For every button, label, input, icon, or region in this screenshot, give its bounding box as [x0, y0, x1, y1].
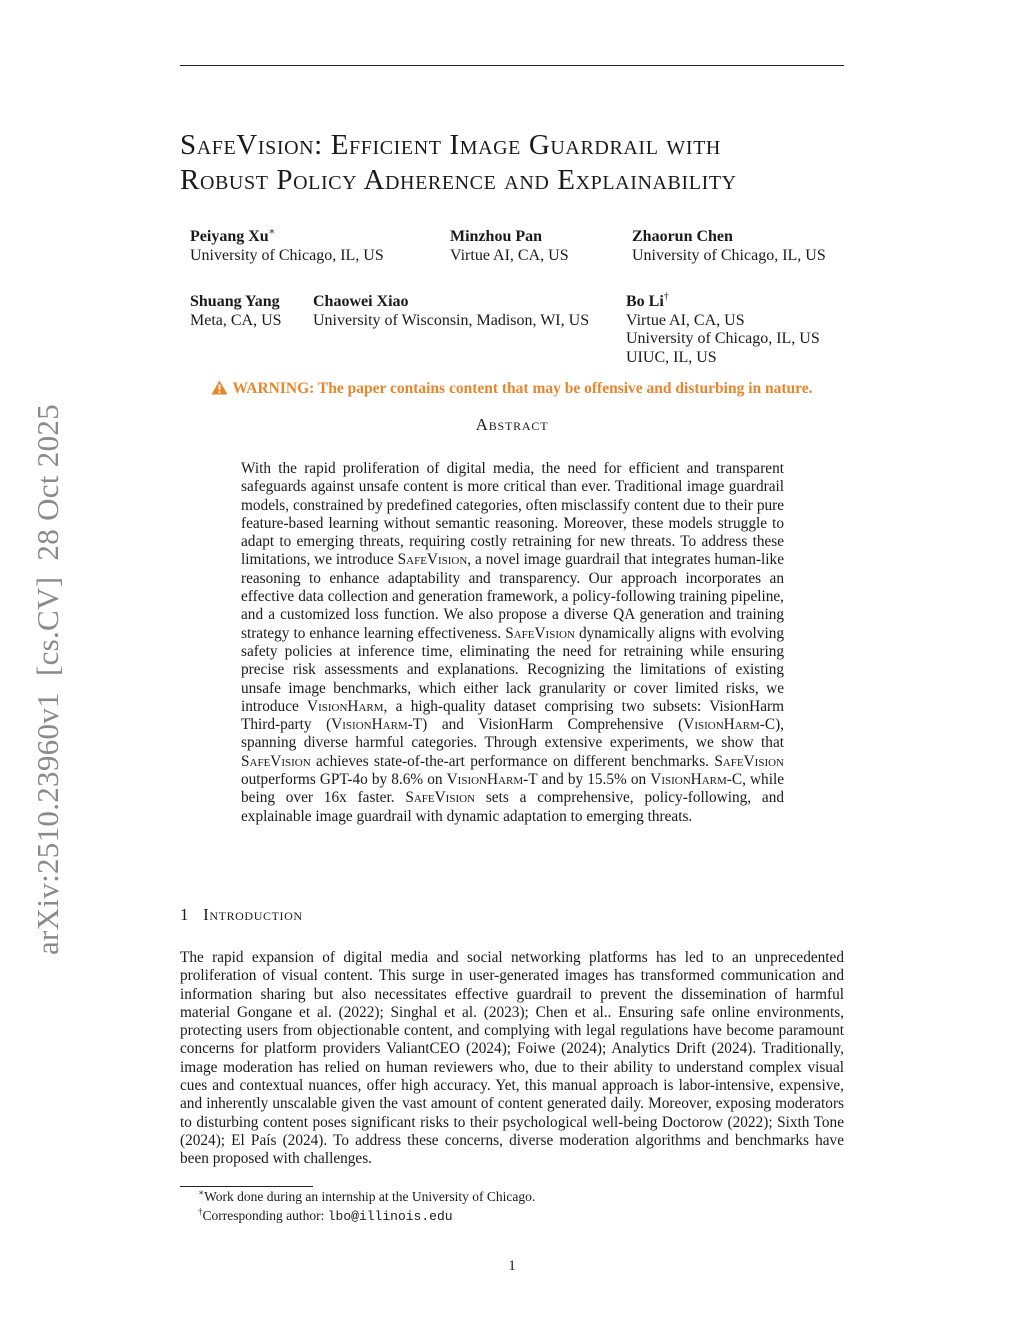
author-mark: ∗ — [268, 226, 276, 238]
footnote-text: Work done during an internship at the University of Chicago. — [204, 1189, 536, 1204]
author-name: Peiyang Xu — [190, 228, 269, 245]
abstract-text: , a novel image guardrail that integrates human-like reasoning to enhance adaptability and transparency. Our approach incorporates an effective data collection and generation framework, a policy-following training pipeline, and a customized loss function. We also propose a diverse QA generation and training strategy to enhance learning effectiveness. — [241, 551, 784, 642]
dataset-name: VisionHarm-T — [446, 771, 538, 789]
author-6 — [626, 293, 820, 367]
abstract-text: and by 15.5% on — [537, 771, 651, 789]
method-name: SafeVision — [505, 624, 575, 642]
title-line-2: Robust Policy Adherence and Explainability — [180, 164, 737, 196]
footnote-mark: † — [198, 1206, 203, 1217]
author-name: Chaowei Xiao — [313, 293, 409, 310]
abstract-heading: Abstract — [475, 415, 549, 434]
method-name: SafeVision — [397, 551, 468, 569]
arxiv-identifier: arXiv:2510.23960v1 [cs.CV] 28 Oct 2025 — [30, 404, 65, 955]
abstract-text: ) and VisionHarm Comprehensive ( — [422, 716, 684, 734]
warning-text: WARNING: The paper contains content that may be offensive and disturbing in nature. — [232, 380, 813, 397]
abstract-text: achieves state-of-the-art performance on different benchmarks. — [310, 752, 715, 770]
paper-title — [180, 128, 860, 198]
content-warning — [180, 380, 844, 398]
author-1 — [190, 228, 384, 265]
author-name: Shuang Yang — [190, 293, 280, 310]
method-name: SafeVision — [714, 752, 784, 770]
title-line-1: SafeVision: Efficient Image Guardrail with — [180, 129, 721, 161]
corresponding-email[interactable]: lbo@illinois.edu — [327, 1209, 453, 1224]
author-affiliation: Meta, CA, US — [190, 311, 282, 329]
introduction-paragraph: The rapid expansion of digital media and social networking platforms has led to an unprecedented proliferation of visual content. This surge in user-generated images has transformed communication and information sharing but also necessitates effective guardrail to prevent the dissemination of harmful material Gongane et al. (2022); Singhal et al. (2023); Chen et al.. Ensuring safe online environments, protecting users from objectionable content, and complying with legal regulations have become paramount concerns for platform providers ValiantCEO (2024); Foiwe (2024); Analytics Drift (2024). Traditionally, image moderation has relied on human reviewers who, due to their ability to understand complex visual cues and contextual nuances, offer high accuracy. Yet, this manual approach is labor-intensive, expensive, and inherently unscalable given the vast amount of content generated daily. Moreover, exposing moderators to disturbing content poses significant risks to their psychological well-being Doctorow (2022); Sixth Tone (2024); El País (2024). To address these concerns, diverse moderation algorithms and benchmarks have been proposed with challenges. — [180, 949, 844, 1168]
footnote-text: Corresponding author: — [202, 1208, 328, 1223]
author-name: Minzhou Pan — [450, 228, 543, 245]
author-name: Zhaorun Chen — [632, 228, 733, 245]
abstract-text: , a high-quality dataset comprising two subsets: VisionHarm Third-party ( — [241, 697, 784, 734]
dataset-name: VisionHarm-C — [683, 716, 776, 734]
author-affiliation: Virtue AI, CA, US — [626, 311, 745, 329]
author-5 — [313, 293, 589, 330]
abstract-text: outperforms GPT-4o by 8.6% on — [241, 771, 447, 789]
abstract-text: ), spanning diverse harmful categories. Through extensive experiments, we show that — [241, 716, 784, 752]
method-name: SafeVision — [241, 752, 311, 770]
author-affiliation: University of Chicago, IL, US — [626, 330, 820, 347]
author-affiliation: University of Chicago, IL, US — [190, 246, 384, 264]
abstract-text: sets a comprehensive, policy-following, and explainable image guardrail with dynamic adaptation to emerging threats. — [241, 789, 784, 825]
warning-icon — [211, 380, 228, 395]
author-2 — [450, 228, 569, 265]
abstract-text: , while being over 16x faster. — [241, 771, 784, 807]
section-number: 1 — [180, 905, 190, 924]
dataset-name: VisionHarm-T — [331, 716, 423, 734]
section-heading — [180, 905, 303, 925]
abstract-text: With the rapid proliferation of digital media, the need for efficient and transparent safeguards against unsafe content is more critical than ever. Traditional image guardrail models, constrained by predefined categories, often misclassify content due to their pure feature-based learning without semantic reasoning. Moreover, these models struggle to adapt to emerging threats, requiring costly retraining for new threats. To address these limitations, we introduce — [241, 460, 784, 569]
top-rule — [180, 65, 844, 66]
section-title: Introduction — [203, 905, 303, 924]
footnote-2 — [198, 1208, 453, 1225]
author-4 — [190, 293, 282, 330]
dataset-name: VisionHarm-C — [650, 771, 743, 789]
author-affiliation: University of Chicago, IL, US — [632, 246, 826, 264]
author-affiliation: University of Wisconsin, Madison, WI, US — [313, 311, 590, 329]
abstract-text: dynamically aligns with evolving safety policies at inference time, eliminating the need for retraining while ensuring precise risk assessments and explanations. Recognizing the limitations of existing unsafe image benchmarks, which either lack granularity or cover limited risks, we introduce — [241, 624, 784, 715]
author-affiliation: Virtue AI, CA, US — [450, 246, 569, 264]
author-name: Bo Li — [626, 293, 664, 310]
footnote-1 — [198, 1189, 535, 1205]
page-number: 1 — [508, 1258, 516, 1274]
author-3 — [632, 228, 826, 265]
author-mark: † — [663, 291, 669, 303]
dataset-name: VisionHarm — [307, 697, 384, 715]
method-name: SafeVision — [405, 789, 476, 807]
abstract-body — [241, 460, 784, 826]
author-affiliation: UIUC, IL, US — [626, 348, 717, 366]
footnote-mark: ∗ — [198, 1187, 205, 1198]
